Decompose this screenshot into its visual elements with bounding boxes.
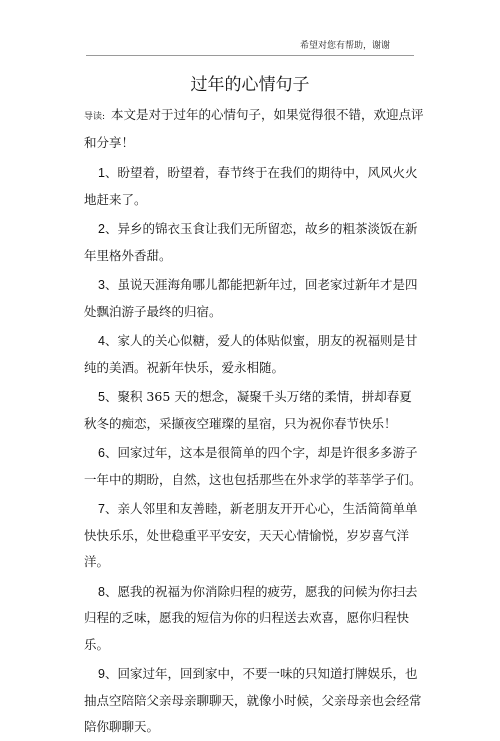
item-text: 、回家过年，回到家中，不要一味的只知道打牌娱乐，也抽点空陪陪父亲母亲聊聊天，就像小时候，父亲母亲也会经常陪你聊聊天。 [84, 666, 422, 734]
header-note: 希望对您有帮助，谢谢 [300, 41, 391, 51]
intro-text: 本文是对于过年的心情句子，如果觉得很不错，欢迎点评和分享！ [84, 107, 424, 150]
intro-label: 导读: [84, 112, 106, 122]
item-text: 、盼望着，盼望着，春节终于在我们的期待中，风风火火地赶来了。 [84, 165, 418, 207]
item-number: 1 [98, 166, 105, 180]
item-number: 8 [98, 584, 105, 599]
item-number: 9 [98, 667, 105, 681]
intro-paragraph [84, 102, 424, 155]
item-text: 、回家过年，这本是很简单的四个字，却是许很多多游子一年中的期盼，自然，这也包括那些在外求学的莘莘学子们。 [84, 445, 422, 487]
list-item [84, 160, 424, 213]
document-title: 过年的心情句子 [190, 75, 310, 95]
list-item [84, 661, 424, 741]
item-number: 5 [98, 390, 105, 404]
document-body [84, 102, 424, 741]
list-item [84, 496, 424, 576]
item-number: 3 [98, 278, 105, 292]
list-item [84, 579, 424, 659]
header-divider [86, 55, 414, 56]
list-item [84, 328, 424, 381]
list-item [84, 216, 424, 269]
list-item [84, 272, 424, 325]
item-number: 6 [98, 446, 105, 460]
item-text: 、亲人邻里和友善睦，新老朋友开开心心，生活简简单单快快乐乐，处世稳重平平安安，天天心情愉悦，岁岁喜气洋洋。 [84, 501, 418, 569]
list-item [84, 384, 424, 437]
item-text: 、聚积 365 天的想念，凝聚千头万绪的柔情，拼却春夏秋冬的痴恋，采撷夜空璀璨的星宿，只为祝你春节快乐！ [84, 389, 412, 431]
item-number: 4 [98, 334, 105, 348]
item-number: 7 [98, 502, 105, 516]
item-text: 、异乡的锦衣玉食让我们无所留恋，故乡的粗茶淡饭在新年里格外香甜。 [84, 221, 418, 263]
item-text: 、虽说天涯海角哪儿都能把新年过，回老家过新年才是四处飘泊游子最终的归宿。 [84, 277, 418, 319]
list-item [84, 440, 424, 493]
item-text: 、家人的关心似糖，爱人的体贴似蜜，朋友的祝福则是甘纯的美酒。祝新年快乐，爱永相随。 [84, 333, 418, 375]
item-text: 、愿我的祝福为你消除归程的疲劳，愿我的问候为你扫去归程的乏味，愿我的短信为你的归程送去欢喜，愿你归程快乐。 [84, 583, 418, 652]
item-number: 2 [98, 222, 105, 236]
